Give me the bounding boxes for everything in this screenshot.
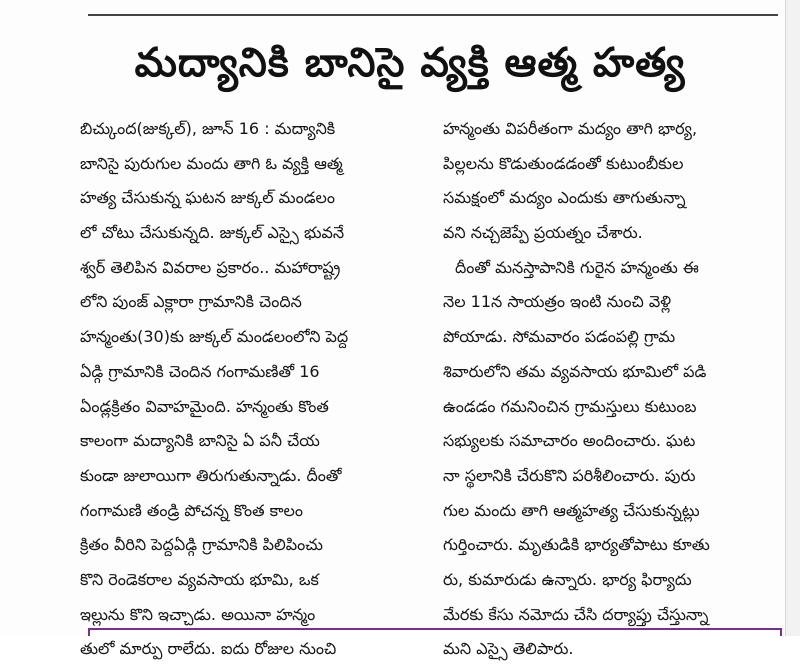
article-line: ఏడ్గి గ్రామానికి చెందిన గంగామణితో 16 — [80, 361, 320, 381]
article-line: గుల మందు తాగి ఆత్మహత్య చేసుకున్నట్లు — [443, 500, 700, 520]
article-line: పోయాడు. సోమవారం పడంపల్లి గ్రామ — [443, 327, 676, 347]
article-line: కుండా జులాయిగా తిరుగుతున్నాడు. దీంతో — [80, 465, 342, 485]
article-line: బానిసై పురుగుల మందు తాగి ఓ వ్యక్తి ఆత్మ — [80, 153, 343, 173]
article-line: గంగామణి తండ్రి పోచన్న కొంత కాలం — [80, 500, 303, 520]
article-line: హత్య చేసుకున్న ఘటన జుక్కల్ మండలం — [80, 188, 336, 208]
article-headline: మద్యానికి బానిసై వ్యక్తి ఆత్మ హత్య — [134, 40, 686, 86]
top-divider-rule — [88, 14, 778, 16]
article-line: లో చోటు చేసుకున్నది. జుక్కల్ ఎస్సై భువనే — [80, 223, 345, 243]
article-line: బిచ్కుంద(జుక్కల్), జూన్ 16 : మద్యానికి — [80, 119, 336, 138]
article-line: మేరకు కేసు నమోదు చేసి దర్యాప్తు చేస్తున్నా — [443, 604, 709, 624]
article-line: రు, కుమారుడు ఉన్నారు. భార్య ఫిర్యాదు — [443, 569, 692, 589]
article-line: సభ్యులకు సమాచారం అందించారు. ఘట — [443, 431, 696, 451]
article-line: లోని పుంజ్ ఎక్లారా గ్రామానికి చెందిన — [80, 292, 302, 312]
article-line: మని ఎస్సై తెలిపారు. — [443, 639, 574, 659]
article-line: శివారులోని తమ వ్యవసాయ భూమిలో పడి — [443, 361, 707, 381]
article-line: ఉండడం గమనించిన గ్రామస్తులు కుటుంబ — [443, 396, 697, 416]
article-line: కాలంగా మద్యానికి బానిసై ఏ పనీ చేయ — [80, 431, 320, 451]
article-line: నెల 11న సాయత్రం ఇంటి నుంచి వెళ్లి — [443, 292, 672, 312]
article-line: ఏండ్లక్రితం వివాహమైంది. హన్మంతు కొంత — [80, 396, 329, 416]
article-line: హన్మంతు(30)కు జుక్కల్ మండలంలోని పెద్ద — [80, 327, 349, 347]
article-line: ఇల్లును కొని ఇచ్చాడు. అయినా హన్మం — [80, 604, 316, 624]
article-line: వని నచ్చజెప్పే ప్రయత్నం చేశారు. — [443, 223, 643, 243]
article-line: తులో మార్పు రాలేదు. ఐదు రోజుల నుంచి — [80, 639, 337, 659]
article-line: శ్వర్ తెలిపిన వివరాల ప్రకారం.. మహారాష్ట్ర — [80, 257, 341, 277]
article-line: సమక్షంలో మద్యం ఎందుకు తాగుతున్నా — [443, 188, 686, 208]
article-line: దీంతో మనస్తాపానికి గురైన హన్మంతు ఈ — [455, 257, 699, 277]
article-line: కొని రెండెకరాల వ్యవసాయ భూమి, ఒక — [80, 569, 319, 589]
article-line: క్రితం వీరిని పెద్దఏడ్గి గ్రామానికి పిలిపించు — [80, 535, 323, 555]
article-column-left — [80, 112, 430, 667]
article-line: నా స్థలానికి చేరుకొని పరిశీలించారు. పురు — [443, 465, 696, 485]
article-line: గుర్తించారు. మృతుడికి భార్యతోపాటు కూతు — [443, 535, 710, 555]
article-line: హన్మంతు విపరీతంగా మద్యం తాగి భార్య, — [443, 119, 698, 138]
article-column-right — [443, 112, 788, 667]
article-line: పిల్లలను కొడుతుండడంతో కుటుంబీకుల — [443, 153, 684, 173]
next-article-frame — [88, 628, 782, 636]
